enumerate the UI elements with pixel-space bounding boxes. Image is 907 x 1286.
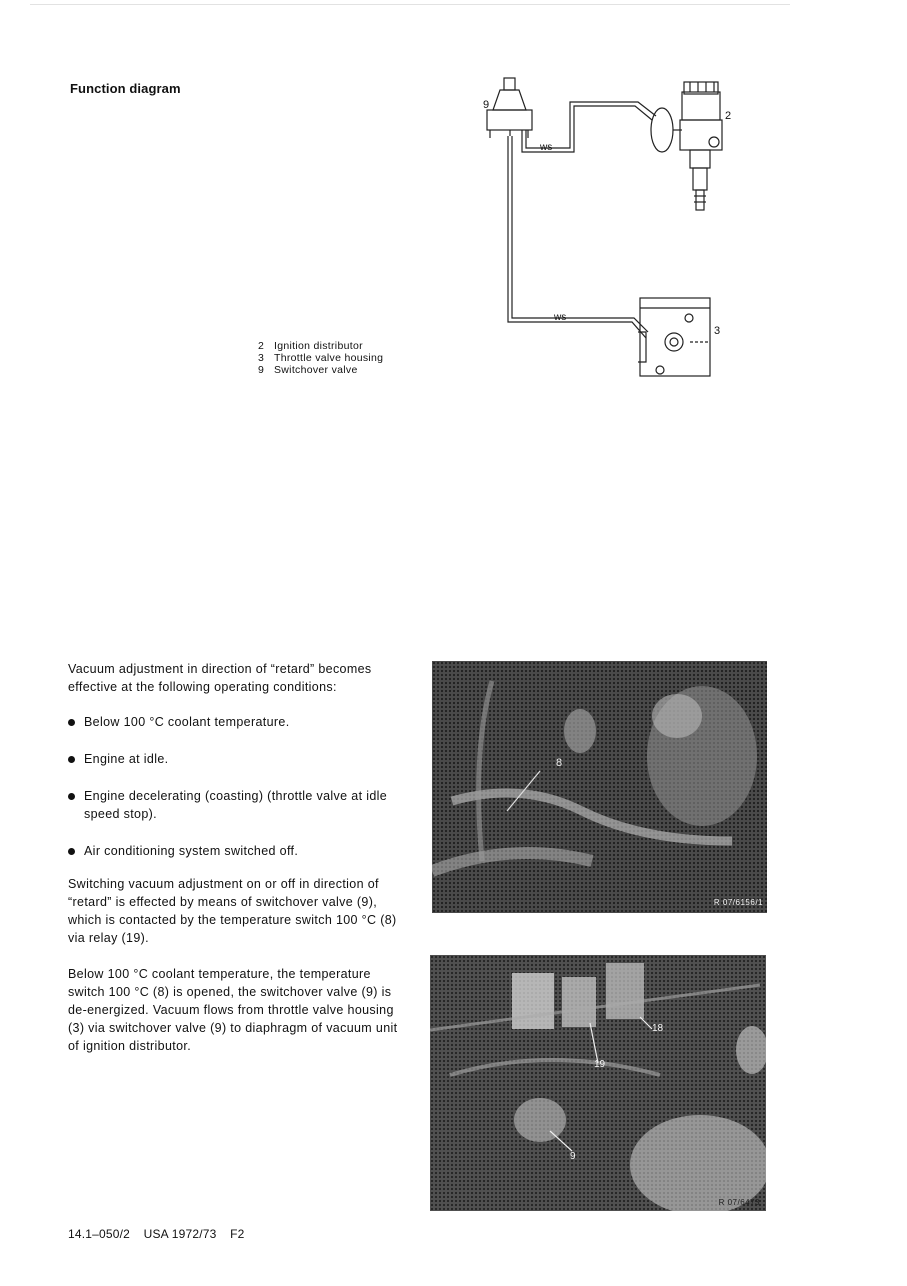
function-diagram: [470, 70, 740, 390]
legend-item: [258, 364, 383, 376]
list-item: [68, 750, 408, 768]
legend-label: Ignition distributor: [274, 340, 363, 352]
photo2-reference: R 07/6473: [718, 1198, 760, 1207]
engine-photo-1: [432, 661, 767, 913]
diagram-callout-2: 2: [725, 110, 732, 122]
ignition-distributor-icon: [651, 82, 722, 210]
top-scan-line: [30, 4, 790, 5]
bullet-icon: [68, 848, 75, 855]
hose-label-lower: ws: [554, 312, 567, 323]
switching-paragraph: Switching vacuum adjustment on or off in direction of “retard” is effected by means of switchover valve (9), which is contacted by the temperature switch 100 °C (8) via relay (19).: [68, 877, 397, 945]
photo2-callout-19: 19: [594, 1059, 606, 1070]
footer-code: 14.1–050/2: [68, 1227, 131, 1241]
legend-item: [258, 352, 383, 364]
hose-label-upper: ws: [540, 142, 553, 153]
legend-number: 9: [258, 364, 265, 376]
list-item-text: Engine at idle.: [84, 752, 169, 766]
bullet-icon: [68, 756, 75, 763]
page-title: Function diagram: [70, 81, 181, 96]
list-item-text: Engine decelerating (coasting) (throttle valve at idle speed stop).: [84, 789, 388, 821]
bullet-icon: [68, 719, 75, 726]
bullet-icon: [68, 793, 75, 800]
legend-label: Switchover valve: [274, 364, 358, 376]
throttle-valve-housing-icon: [638, 298, 710, 376]
engine-photo-2: [430, 955, 766, 1211]
list-item-text: Air conditioning system switched off.: [84, 844, 299, 858]
switchover-valve-icon: [487, 78, 532, 138]
photo2-callout-9: 9: [570, 1151, 576, 1162]
photo2-callout-18: 18: [652, 1023, 664, 1034]
diagram-legend: [258, 340, 383, 376]
intro-paragraph: Vacuum adjustment in direction of “retard” becomes effective at the following operating conditions:: [68, 662, 372, 694]
list-item: [68, 713, 408, 731]
legend-number: 3: [258, 352, 265, 364]
diagram-callout-3: 3: [714, 325, 721, 337]
list-item: [68, 842, 408, 860]
engine-photo-1-illustration: [432, 661, 767, 913]
legend-label: Throttle valve housing: [274, 352, 384, 364]
footer-sheet: F2: [230, 1227, 245, 1241]
engine-photo-2-illustration: [430, 955, 766, 1211]
photo1-reference: R 07/6156/1: [713, 898, 763, 907]
diagram-callout-9: 9: [483, 99, 490, 111]
below-temperature-paragraph: Below 100 °C coolant temperature, the temperature switch 100 °C (8) is opened, the switchover valve (9) is de-energized. Vacuum flows from throttle valve housing (3) via switchover valve (9) to diaphragm of vacuum unit of ignition distributor.: [68, 967, 398, 1053]
legend-item: [258, 340, 383, 352]
photo1-callout: 8: [556, 757, 563, 769]
list-item: [68, 787, 408, 823]
legend-number: 2: [258, 340, 265, 352]
page-footer: [68, 1227, 255, 1241]
list-item-text: Below 100 °C coolant temperature.: [84, 715, 290, 729]
footer-edition: USA 1972/73: [143, 1227, 217, 1241]
conditions-list: [68, 713, 408, 879]
